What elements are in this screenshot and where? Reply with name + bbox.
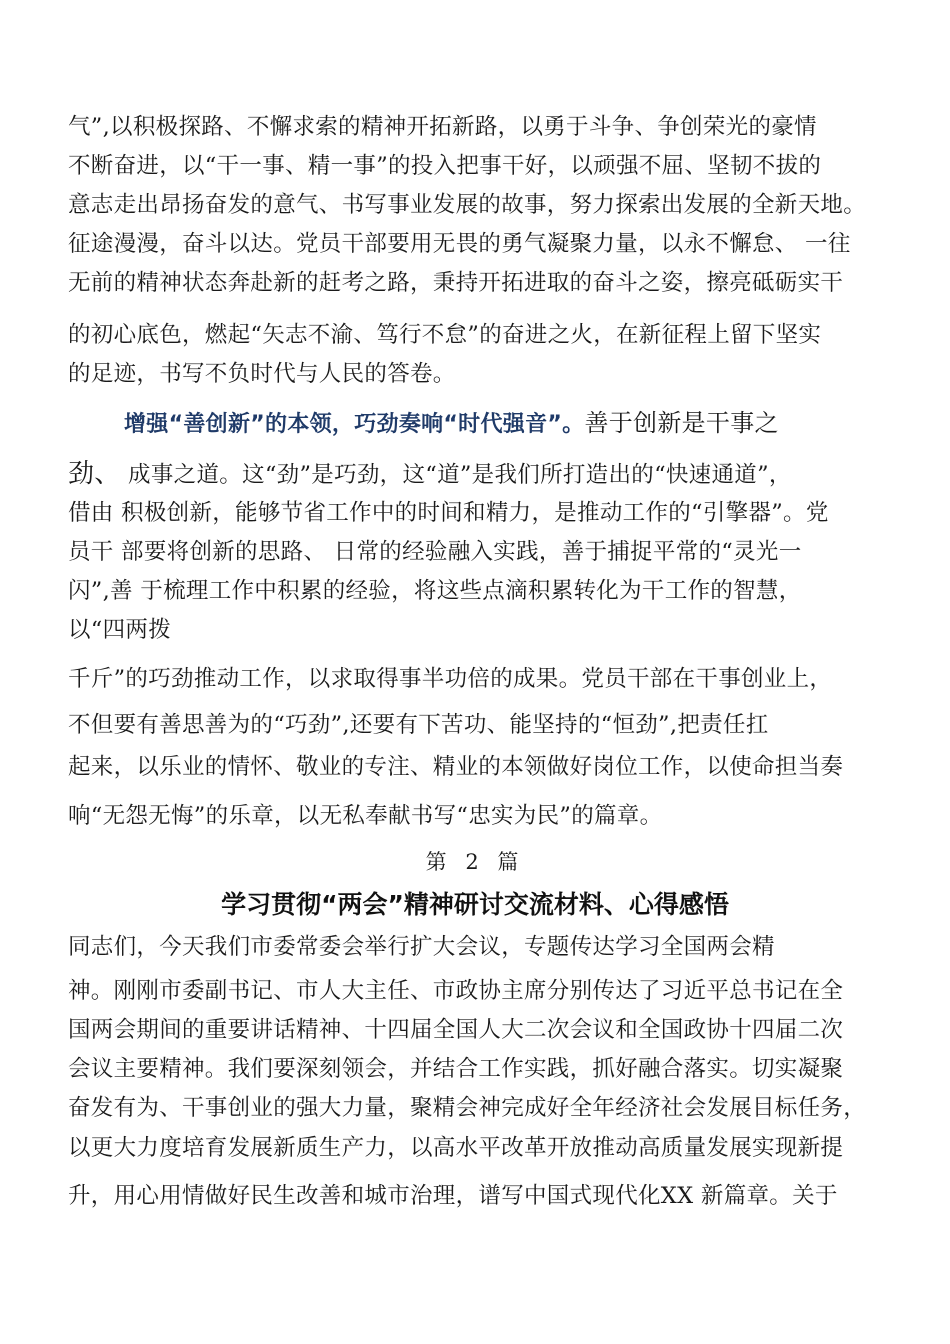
text-line: 奋发有为、干事创业的强大力量，聚精会神完成好全年经济社会发展目标任务，	[68, 1095, 867, 1121]
section-heading-line	[124, 408, 779, 440]
text-line: 国两会期间的重要讲话精神、十四届全国人大二次会议和全国政协十四届二次	[68, 1017, 844, 1043]
text-line: 意志走出昂扬奋发的意气、书写事业发展的故事，努力探索出发展的全新天地。	[68, 192, 867, 218]
text-line: 的初心底色，燃起“矢志不渝、笃行不怠”的奋进之火，在新征程上留下坚实	[68, 322, 822, 348]
text-line: 气”,以积极探路、不懈求索的精神开拓新路，以勇于斗争、争创荣光的豪情	[68, 114, 817, 140]
text-line: 闪”,善 于梳理工作中积累的经验，将这些点滴积累转化为干工作的智慧，	[68, 578, 802, 604]
text-line: 不断奋进，以“干一事、精一事”的投入把事干好，以顽强不屈、坚韧不拔的	[68, 153, 822, 179]
section-heading-tail: 善于创新是干事之	[584, 409, 779, 437]
section-heading: 增强“善创新”的本领，巧劲奏响“时代强音”。	[124, 412, 585, 437]
text-line: 以更大力度培育发展新质生产力，以高水平改革开放推动高质量发展实现新提	[68, 1135, 844, 1161]
text-line: 起来，以乐业的情怀、敬业的专注、精业的本领做好岗位工作，以使命担当奏	[68, 754, 844, 780]
text-run: 成事之道。这“劲”是巧劲，这“道”是我们所打造出的“快速通道”，	[120, 462, 792, 488]
text-line: 借由 积极创新，能够节省工作中的时间和精力，是推动工作的“引擎器”。党	[68, 500, 829, 526]
text-line: 升，用心用情做好民生改善和城市治理，谱写中国式现代化XX 新篇章。关于	[68, 1183, 838, 1209]
text-line: 不但要有善思善为的“巧劲”,还要有下苦功、能坚持的“恒劲”,把责任扛	[68, 712, 769, 738]
text-line: 员干 部要将创新的思路、 日常的经验融入实践，善于捕捉平常的“灵光一	[68, 539, 802, 565]
text-line: 同志们，今天我们市委常委会举行扩大会议，专题传达学习全国两会精	[68, 934, 775, 960]
text-line: 无前的精神状态奔赴新的赶考之路，秉持开拓进取的奋斗之姿，擦亮砥砺实干	[68, 270, 844, 296]
text-run: 劲、	[68, 459, 121, 489]
text-line: 响“无怨无悔”的乐章，以无私奉献书写“忠实为民”的篇章。	[68, 803, 663, 829]
text-line: 的足迹，书写不负时代与人民的答卷。	[68, 361, 456, 387]
text-line	[68, 459, 792, 490]
chapter-number: 第 2 篇	[425, 850, 525, 874]
chapter-title: 学习贯彻“两会”精神研讨交流材料、心得感悟	[221, 890, 729, 919]
text-line: 会议主要精神。我们要深刻领会，并结合工作实践，抓好融合落实。切实凝聚	[68, 1056, 844, 1082]
text-line: 征途漫漫，奋斗以达。党员干部要用无畏的勇气凝聚力量，以永不懈怠、 一往	[68, 231, 851, 257]
text-line: 神。刚刚市委副书记、市人大主任、市政协主席分别传达了习近平总书记在全	[68, 978, 844, 1004]
text-line: 以“四两拨	[68, 617, 172, 643]
text-line: 千斤”的巧劲推动工作，以求取得事半功倍的成果。党员干部在干事创业上，	[68, 666, 833, 692]
